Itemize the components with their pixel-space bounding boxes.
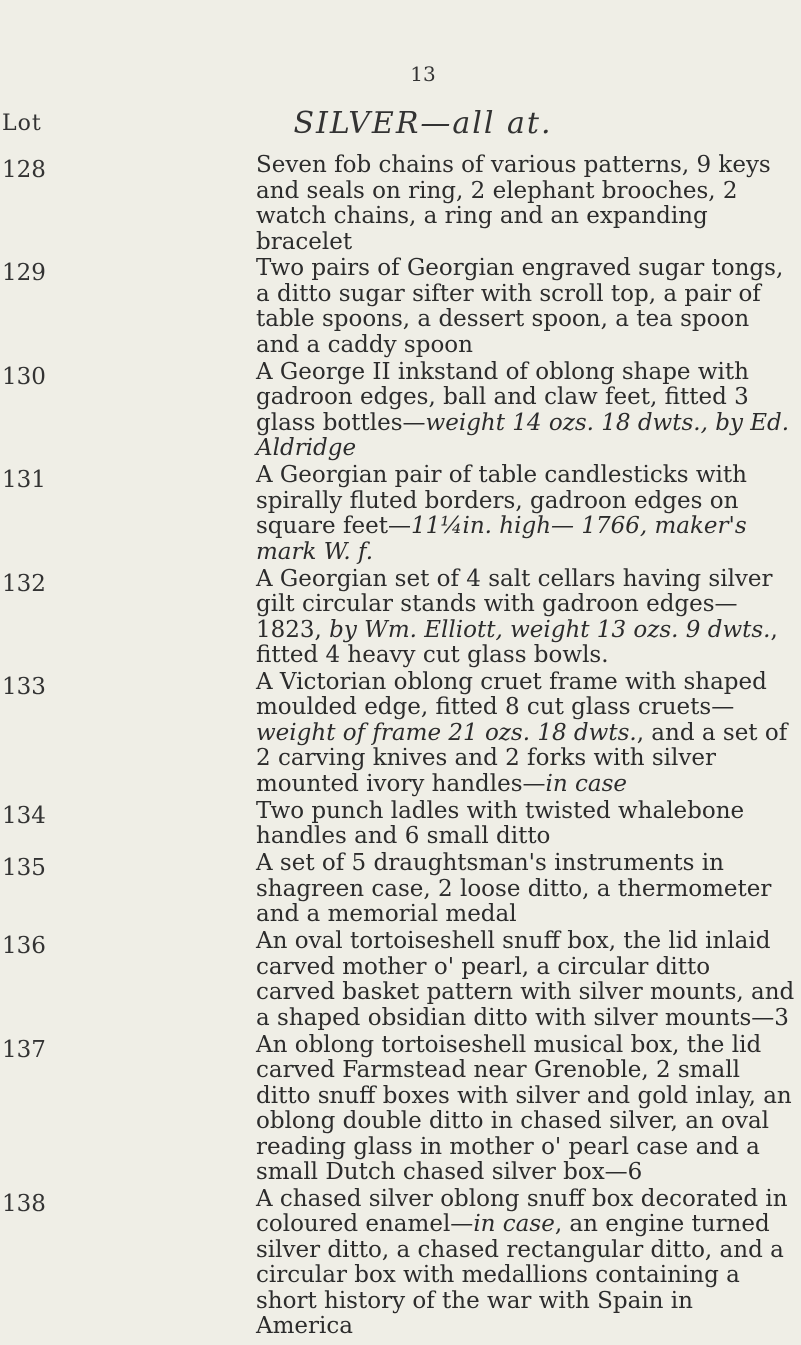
lot-number: 130 <box>2 363 46 390</box>
lot-number: 138 <box>2 1190 46 1217</box>
lot-number: 135 <box>2 855 46 882</box>
lot-description: A Victorian oblong cruet frame with shaped moulded edge, fitted 8 cut glass cruets—weight of frame 21 ozs. 18 dwts., and a set of 2 carving knives and 2 forks with silver mounted ivory handles—in case <box>256 668 788 797</box>
lot-number: 133 <box>2 673 46 700</box>
lot-description: A Georgian pair of table candlesticks with spirally fluted borders, gadroon edges on square feet—11¼in. high— 1766, maker's mark W. f. <box>256 462 747 565</box>
lot-number: 134 <box>2 802 46 829</box>
lot-description: A chased silver oblong snuff box decorated in coloured enamel—in case, an engine turned silver ditto, a chased rectangular ditto, and a circular box with medallions containing a short history of the war with Spain in America <box>256 1185 788 1340</box>
lot-number: 137 <box>2 1036 46 1063</box>
section-title: SILVER—all at. <box>293 106 553 141</box>
lot-description: A set of 5 draughtsman's instruments in shagreen case, 2 loose ditto, a thermometer and a memorial medal <box>256 850 772 928</box>
lot-number: 131 <box>2 467 46 494</box>
lot-description: A George II inkstand of oblong shape with gadroon edges, ball and claw feet, fitted 3 glass bottles—weight 14 ozs. 18 dwts., by Ed. Aldridge <box>256 358 790 462</box>
lot-column-header: Lot <box>2 111 42 136</box>
lot-description: An oblong tortoiseshell musical box, the lid carved Farmstead near Grenoble, 2 small ditto snuff boxes with silver and gold inlay, an oblong double ditto in chased silver, an oval reading glass in mother o' pearl case and a small Dutch chased silver box—6 <box>256 1031 792 1186</box>
lot-description: Two punch ladles with twisted whalebone handles and 6 small ditto <box>256 797 745 850</box>
lot-number: 128 <box>2 157 46 183</box>
lot-description: An oval tortoiseshell snuff box, the lid inlaid carved mother o' pearl, a circular ditto carved basket pattern with silver mounts, and a shaped obsidian ditto with silver mounts—3 <box>256 928 795 1031</box>
lot-number: 136 <box>2 933 46 960</box>
lot-description: Two pairs of Georgian engraved sugar tongs, a ditto sugar sifter with scroll top, a pair of table spoons, a dessert spoon, a tea spoon and a caddy spoon <box>256 255 784 358</box>
page-number: 13 <box>410 62 436 86</box>
lot-number: 129 <box>2 260 46 287</box>
lot-description: A Georgian set of 4 salt cellars having silver gilt circular stands with gadroon edges—1823, by Wm. Elliott, weight 13 ozs. 9 dwts., fitted 4 heavy cut glass bowls. <box>256 565 778 669</box>
lot-number: 132 <box>2 570 46 597</box>
lot-description: Seven fob chains of various patterns, 9 keys and seals on ring, 2 elephant brooches, 2 watch chains, a ring and an expanding bracelet <box>256 152 771 255</box>
